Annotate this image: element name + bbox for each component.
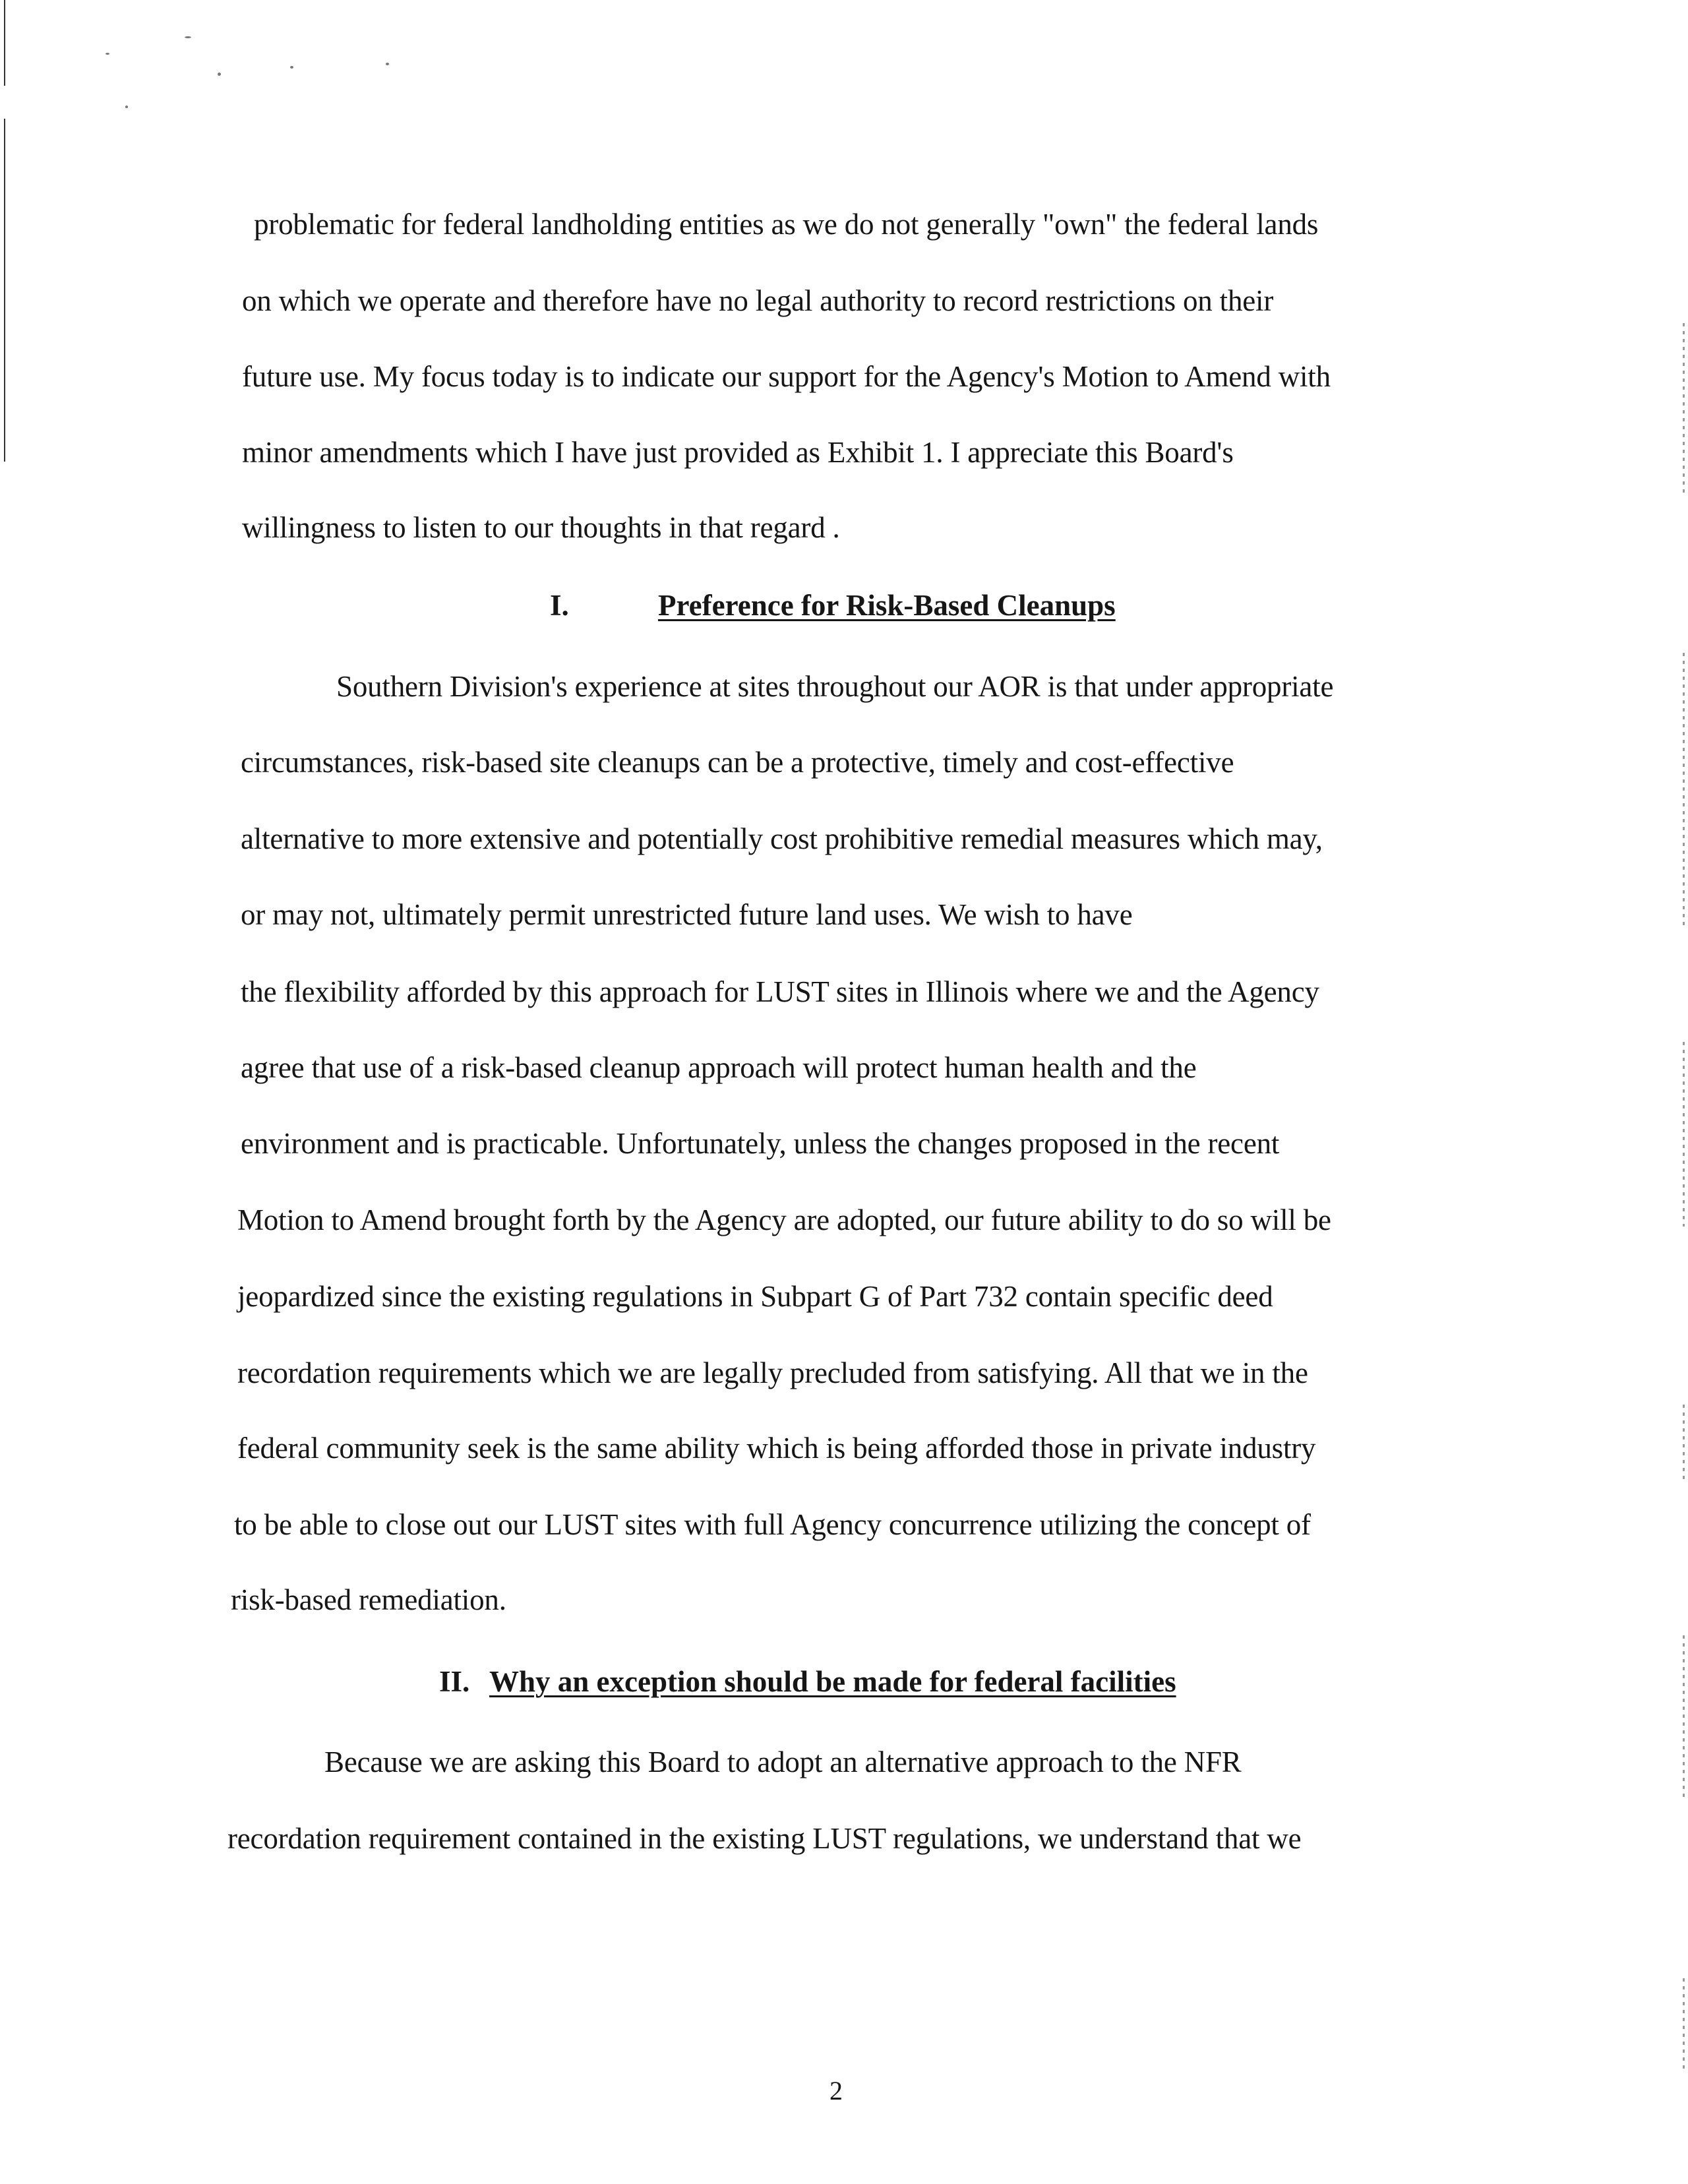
scan-speck — [185, 36, 191, 38]
section-1-line: risk-based remediation. — [231, 1583, 506, 1616]
scan-edge-line — [4, 0, 5, 86]
section-1-number: I. — [550, 589, 569, 622]
scan-speck — [290, 66, 293, 69]
scan-edge-marks — [1683, 1405, 1685, 1484]
scan-speck — [218, 73, 221, 76]
section-1-line: recordation requirements which we are legally precluded from satisfying. All that we in the — [237, 1356, 1308, 1389]
section-1-line: or may not, ultimately permit unrestricted future land uses. We wish to have — [241, 898, 1133, 931]
scan-speck — [106, 53, 109, 55]
section-1-line: federal community seek is the same ability which is being afforded those in private industry — [237, 1432, 1316, 1465]
scan-speck — [386, 63, 389, 65]
intro-line: minor amendments which I have just provided as Exhibit 1. I appreciate this Board's — [242, 436, 1234, 469]
intro-line: problematic for federal landholding entities as we do not generally "own" the federal lands — [254, 208, 1319, 241]
section-1-line: circumstances, risk-based site cleanups can be a protective, timely and cost-effective — [241, 746, 1234, 779]
scan-speck — [125, 106, 128, 108]
scan-edge-marks — [1683, 323, 1685, 495]
scan-edge-marks — [1683, 653, 1685, 930]
intro-line: future use. My focus today is to indicate our support for the Agency's Motion to Amend with — [242, 360, 1331, 393]
section-2-number: II. — [439, 1665, 470, 1698]
section-1-line: Southern Division's experience at sites throughout our AOR is that under appropriate — [336, 670, 1334, 703]
section-2-title: Why an exception should be made for federal facilities — [489, 1665, 1176, 1698]
section-1-line: environment and is practicable. Unfortunately, unless the changes proposed in the recent — [241, 1127, 1280, 1160]
intro-line: willingness to listen to our thoughts in that regard . — [242, 511, 840, 544]
scan-edge-marks — [1683, 1635, 1685, 1800]
section-1-line: to be able to close out our LUST sites with full Agency concurrence utilizing the concept of — [234, 1508, 1311, 1541]
section-1-line: the flexibility afforded by this approach for LUST sites in Illinois where we and the Agency — [241, 975, 1319, 1008]
page-number: 2 — [829, 2076, 843, 2106]
section-1-line: alternative to more extensive and potentially cost prohibitive remedial measures which may, — [241, 822, 1323, 855]
section-1-line: agree that use of a risk-based cleanup approach will protect human health and the — [241, 1051, 1197, 1084]
section-1-title: Preference for Risk-Based Cleanups — [658, 589, 1116, 622]
scan-edge-marks — [1683, 1978, 1685, 2071]
scan-edge-line — [4, 119, 5, 462]
section-2-line: Because we are asking this Board to adopt an alternative approach to the NFR — [324, 1745, 1242, 1778]
intro-line: on which we operate and therefore have no legal authority to record restrictions on their — [242, 284, 1274, 317]
scan-edge-marks — [1683, 1042, 1685, 1227]
section-1-line: jeopardized since the existing regulations in Subpart G of Part 732 contain specific deed — [237, 1280, 1273, 1313]
section-1-line: Motion to Amend brought forth by the Agency are adopted, our future ability to do so will be — [237, 1203, 1331, 1236]
section-2-line: recordation requirement contained in the existing LUST regulations, we understand that we — [227, 1822, 1302, 1855]
